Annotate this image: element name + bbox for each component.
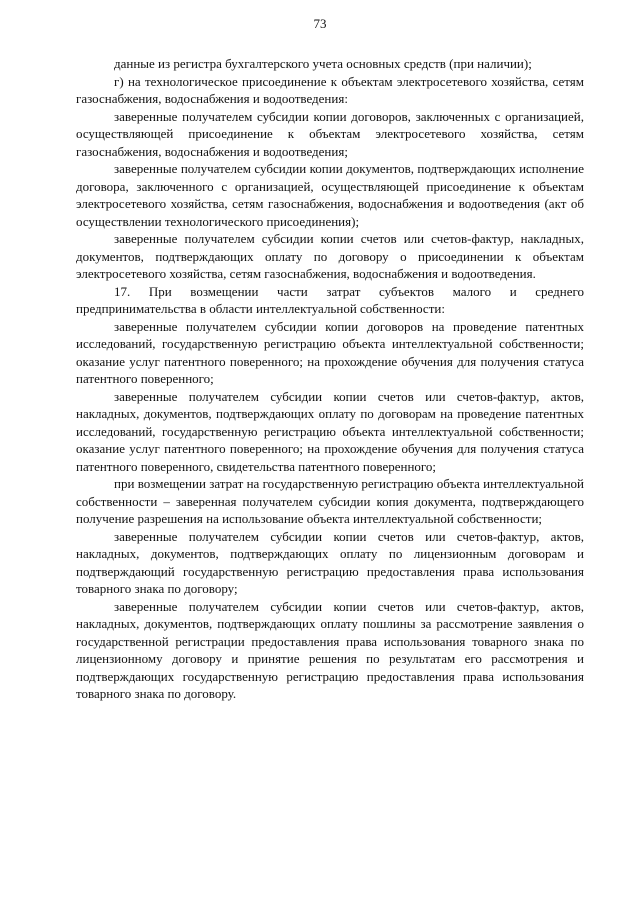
paragraph-connection-invoices: заверенные получателем субсидии копии счетов или счетов-фактур, накладных, документов, подтверждающих оплату по договору о присоединении к объектам электросетевого хозяйства, сетям газоснабжения, водоснабжения и водоотведения. — [76, 231, 584, 281]
paragraph-contract-execution-documents: заверенные получателем субсидии копии документов, подтверждающих исполнение договора, заключенного с организацией, осуществляющей присоединение к объектам электросетевого хозяйства, сетям газоснабжения, водоснабжения и водоотведения (акт об осуществлении технологического присоединения); — [76, 161, 584, 229]
paragraph-register-data: данные из регистра бухгалтерского учета основных средств (при наличии); — [114, 56, 532, 71]
paragraph-patent-invoices: заверенные получателем субсидии копии счетов или счетов-фактур, актов, накладных, документов, подтверждающих оплату по договорам на проведение патентных исследований, государственную регистрацию объекта интеллектуальной собственности; оказание услуг патентного поверенного; на прохождение обучения для получения статуса патентного поверенного, свидетельства патентного поверенного; — [76, 388, 584, 474]
paragraph-ip-registration-permit: при возмещении затрат на государственную регистрацию объекта интеллектуальной собственности – заверенная получателем субсидии копия документа, подтверждающего получение разрешения на использование объекта интеллектуальной собственности; — [76, 476, 584, 526]
paragraph-section-17-heading: 17. При возмещении части затрат субъектов малого и среднего предпринимательства в области интеллектуальной собственности: — [76, 283, 584, 316]
paragraph-connection-contracts: заверенные получателем субсидии копии договоров, заключенных с организацией, осуществляющей присоединение к объектам электросетевого хозяйства, сетям газоснабжения, водоснабжения и водоотведения; — [76, 108, 584, 159]
paragraph-item-g-heading: г) на технологическое присоединение к объектам электросетевого хозяйства, сетям газоснабжения, водоснабжения и водоотведения: — [76, 73, 584, 106]
paragraph-patent-contracts: заверенные получателем субсидии копии договоров на проведение патентных исследований, государственную регистрацию объекта интеллектуальной собственности; оказание услуг патентного поверенного; на прохождение обучения для получения статуса патентного поверенного; — [76, 318, 584, 386]
paragraph-license-invoices: заверенные получателем субсидии копии счетов или счетов-фактур, актов, накладных, документов, подтверждающих оплату по лицензионным договорам и подтверждающий государственную регистрацию предоставления права использования товарного знака по договору; — [76, 528, 584, 596]
page-number: 73 — [313, 16, 327, 31]
document-body — [76, 55, 584, 703]
paragraph-trademark-fee-invoices: заверенные получателем субсидии копии счетов или счетов-фактур, актов, накладных, документов, подтверждающих оплату пошлины за рассмотрение заявления о государственной регистрации предоставления права использования товарного знака по лицензионному договору и принятие решения по результатам его рассмотрения и подтверждающих государственную регистрацию предоставления права использования товарного знака по договору. — [76, 598, 584, 701]
